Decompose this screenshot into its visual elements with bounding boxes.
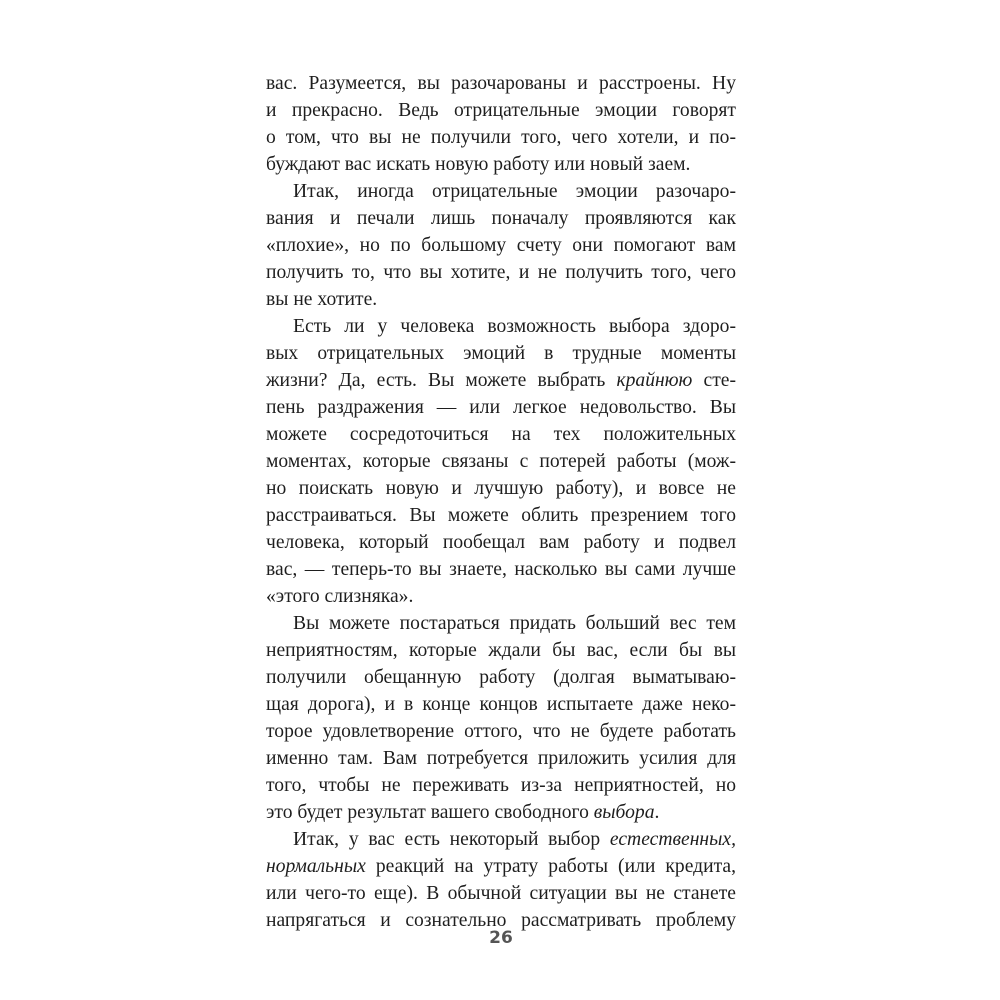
text-segment: вых отрицательных эмоций в трудные моменты: [266, 343, 736, 364]
text-line: [266, 637, 736, 664]
text-segment: человека, который пообещал вам работу и подвел: [266, 532, 736, 553]
text-segment: Итак, иногда отрицательные эмоции разочаро-: [293, 181, 736, 202]
text-segment: Есть ли у человека возможность выбора здоро-: [293, 316, 736, 337]
text-line: [266, 394, 736, 421]
text-segment: вас. Разумеется, вы разочарованы и расстроены. Ну: [266, 73, 736, 94]
text-line: [293, 178, 736, 205]
text-segment: моментах, которые связаны с потерей работы (мож-: [266, 451, 736, 472]
text-line: [266, 151, 736, 178]
text-line: [293, 610, 736, 637]
text-line: [266, 502, 736, 529]
text-line: [266, 286, 736, 313]
book-page: [266, 70, 736, 1000]
text-segment: вы не хотите.: [266, 289, 378, 310]
text-line: [266, 880, 736, 907]
text-line: [266, 421, 736, 448]
text-line: [266, 556, 736, 583]
text-line: [266, 529, 736, 556]
text-line: [266, 475, 736, 502]
page-number: 26: [489, 928, 513, 948]
text-segment: реакций на утрату работы (или кредита,: [365, 856, 736, 877]
text-segment: пень раздражения — или легкое недовольство. Вы: [266, 397, 736, 418]
text-line: [266, 367, 736, 394]
text-line: [266, 583, 736, 610]
text-line: [293, 826, 736, 853]
text-line: [266, 70, 736, 97]
text-segment: именно там. Вам потребуется приложить усилия для: [266, 748, 736, 769]
text-segment: можете сосредоточиться на тех положительных: [266, 424, 736, 445]
text-segment: напрягаться и сознательно рассматривать проблему: [266, 910, 736, 931]
text-segment: Вы можете постараться придать больший вес тем: [293, 613, 736, 634]
text-line: [266, 232, 736, 259]
text-segment: о том, что вы не получили того, чего хотели, и по-: [266, 127, 736, 148]
text-segment: Итак, у вас есть некоторый выбор: [293, 829, 610, 850]
text-segment: расстраиваться. Вы можете облить презрением того: [266, 505, 736, 526]
text-line: [266, 799, 736, 826]
text-segment: неприятностям, которые ждали бы вас, если бы вы: [266, 640, 736, 661]
text-line: [266, 448, 736, 475]
text-line: [266, 124, 736, 151]
text-segment: .: [654, 802, 660, 823]
text-segment: буждают вас искать новую работу или новый заем.: [266, 154, 691, 175]
text-line: [266, 772, 736, 799]
text-segment: жизни? Да, есть. Вы можете выбрать: [266, 370, 617, 391]
text-segment: вас, — теперь-то вы знаете, насколько вы сами лучше: [266, 559, 736, 580]
italic-text: естественных,: [609, 829, 736, 850]
text-line: [266, 205, 736, 232]
text-line: [266, 664, 736, 691]
text-line: [266, 691, 736, 718]
text-segment: сте-: [692, 370, 736, 391]
italic-text: выбора: [593, 802, 655, 823]
text-segment: получить то, что вы хотите, и не получить того, чего: [266, 262, 736, 283]
text-line: [266, 97, 736, 124]
text-segment: вания и печали лишь поначалу проявляются как: [266, 208, 736, 229]
text-segment: торое удовлетворение оттого, что не будете работать: [266, 721, 736, 742]
text-segment: получили обещанную работу (долгая выматываю-: [266, 667, 736, 688]
text-segment: это будет результат вашего свободного: [266, 802, 594, 823]
text-segment: «этого слизняка».: [266, 586, 414, 607]
text-line: [266, 340, 736, 367]
text-line: [266, 853, 736, 880]
text-line: [293, 313, 736, 340]
italic-text: нормальных: [266, 856, 366, 877]
text-line: [266, 745, 736, 772]
text-segment: и прекрасно. Ведь отрицательные эмоции говорят: [266, 100, 736, 121]
text-segment: того, чтобы не переживать из-за неприятностей, но: [266, 775, 736, 796]
text-line: [266, 718, 736, 745]
text-segment: щая дорога), и в конце концов испытаете даже неко-: [266, 694, 736, 715]
text-segment: или чего-то еще). В обычной ситуации вы не станете: [266, 883, 736, 904]
italic-text: крайнюю: [616, 370, 693, 391]
text-segment: но поискать новую и лучшую работу), и вовсе не: [266, 478, 736, 499]
text-line: [266, 259, 736, 286]
text-segment: «плохие», но по большому счету они помогают вам: [266, 235, 736, 256]
